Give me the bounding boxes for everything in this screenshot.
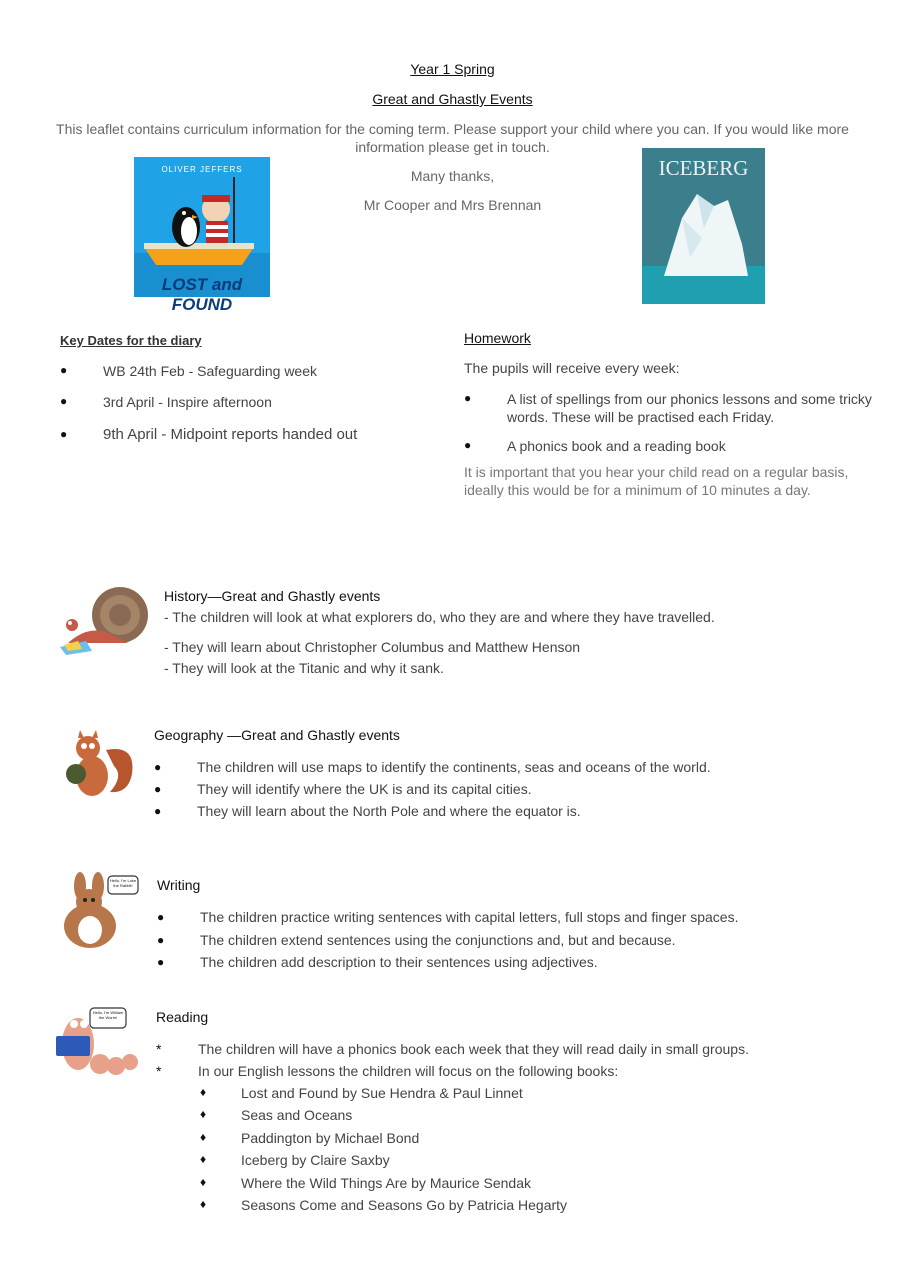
diamond-icon: ♦ xyxy=(200,1107,207,1122)
geography-heading: Geography —Great and Ghastly events xyxy=(154,727,400,743)
reading-books-list xyxy=(200,1085,800,1219)
squirrel-mascot-image xyxy=(58,730,138,802)
reading-book-text: Where the Wild Things Are by Maurice Sendak xyxy=(241,1174,531,1191)
diamond-icon: ♦ xyxy=(200,1129,207,1144)
reading-book-item xyxy=(200,1130,800,1152)
homework-item-1-line-2: words. These will be practised each Friday. xyxy=(507,409,775,425)
diamond-icon: ♦ xyxy=(200,1196,207,1211)
homework-item-1-line-1: A list of spellings from our phonics lessons and some tricky xyxy=(507,391,872,407)
page-title: Year 1 Spring xyxy=(410,61,495,77)
writing-heading: Writing xyxy=(157,877,201,893)
geography-item xyxy=(154,803,874,825)
history-line: - They will look at the Titanic and why it sank. xyxy=(164,660,444,676)
lost-and-found-title: LOST and FOUND xyxy=(161,275,243,314)
history-line: - The children will look at what explorers do, who they are and where they have travelled. xyxy=(164,609,715,625)
page-subtitle: Great and Ghastly Events xyxy=(372,91,533,107)
bullet-icon: ● xyxy=(154,760,162,774)
bullet-icon: ● xyxy=(60,363,68,377)
history-line: - They will learn about Christopher Columbus and Matthew Henson xyxy=(164,639,581,655)
key-date-item xyxy=(60,363,440,394)
diamond-icon: ♦ xyxy=(200,1152,207,1167)
reading-list xyxy=(156,1041,876,1085)
homework-note-line-1: It is important that you hear your child read on a regular basis, xyxy=(464,464,849,480)
key-date-item xyxy=(60,426,440,456)
writing-item-text: The children add description to their sentences using adjectives. xyxy=(200,954,598,970)
key-dates-list xyxy=(60,363,440,456)
lost-and-found-cover xyxy=(134,157,270,314)
reading-book-text: Lost and Found by Sue Hendra & Paul Linnet xyxy=(241,1085,523,1101)
bullet-icon: ● xyxy=(154,804,162,818)
writing-item xyxy=(157,909,877,932)
snail-mascot-image xyxy=(58,585,154,657)
bullet-icon: ● xyxy=(60,394,68,408)
intro-line-1: This leaflet contains curriculum information for the coming term. Please support your child where you can. If you would like more xyxy=(56,121,849,137)
writing-item-text: The children practice writing sentences with capital letters, full stops and finger spaces. xyxy=(200,909,739,925)
thanks-text: Many thanks, xyxy=(410,168,495,184)
reading-book-text: Iceberg by Claire Saxby xyxy=(241,1152,390,1169)
history-heading: History—Great and Ghastly events xyxy=(164,588,381,604)
rabbit-mascot-image xyxy=(58,872,142,956)
writing-item xyxy=(157,932,877,954)
reading-item xyxy=(156,1063,876,1085)
geography-item-text: They will identify where the UK is and its capital cities. xyxy=(197,781,532,797)
bullet-icon: ● xyxy=(60,427,68,441)
geography-list xyxy=(154,759,874,825)
bullet-icon: ● xyxy=(154,782,162,796)
geography-item xyxy=(154,759,874,781)
asterisk-icon: * xyxy=(156,1041,162,1057)
writing-item-text: The children extend sentences using the conjunctions and, but and because. xyxy=(200,932,676,948)
reading-heading: Reading xyxy=(156,1009,209,1025)
homework-item-2: A phonics book and a reading book xyxy=(507,438,726,454)
reading-book-item xyxy=(200,1152,800,1174)
bullet-icon: ● xyxy=(157,910,165,924)
reading-book-item xyxy=(200,1197,800,1219)
bullet-icon: ● xyxy=(464,391,472,405)
reading-book-text: Seasons Come and Seasons Go by Patricia Hegarty xyxy=(241,1196,568,1213)
diamond-icon: ♦ xyxy=(200,1085,207,1099)
writing-item xyxy=(157,954,877,976)
iceberg-title: ICEBERG xyxy=(658,156,749,180)
teachers-text: Mr Cooper and Mrs Brennan xyxy=(363,197,542,213)
key-date-text: WB 24th Feb - Safeguarding week xyxy=(103,363,318,379)
reading-book-item xyxy=(200,1175,800,1197)
reading-item xyxy=(156,1041,876,1063)
homework-intro: The pupils will receive every week: xyxy=(464,360,680,376)
key-date-item xyxy=(60,394,440,426)
key-date-text: 3rd April - Inspire afternoon xyxy=(103,394,272,410)
bullet-icon: ● xyxy=(157,933,165,947)
writing-list xyxy=(157,909,877,976)
key-dates-heading: Key Dates for the diary xyxy=(60,333,202,348)
geography-item xyxy=(154,781,874,803)
intro-line-2: information please get in touch. xyxy=(355,139,550,155)
reading-item-text: In our English lessons the children will focus on the following books: xyxy=(198,1063,619,1079)
geography-item-text: The children will use maps to identify the continents, seas and oceans of the world. xyxy=(197,759,711,775)
homework-note-line-2: ideally this would be for a minimum of 10 minutes a day. xyxy=(464,482,811,498)
reading-book-item xyxy=(200,1085,800,1107)
diamond-icon: ♦ xyxy=(200,1174,207,1189)
geography-item-text: They will learn about the North Pole and where the equator is. xyxy=(197,803,581,819)
lost-and-found-author: OLIVER JEFFERS xyxy=(161,165,243,174)
homework-heading: Homework xyxy=(464,330,531,346)
reading-book-text: Paddington by Michael Bond xyxy=(241,1129,420,1146)
iceberg-cover xyxy=(642,148,765,304)
reading-book-item xyxy=(200,1107,800,1129)
bullet-icon: ● xyxy=(464,438,472,452)
reading-item-text: The children will have a phonics book each week that they will read daily in small groups. xyxy=(198,1041,749,1057)
key-date-text: 9th April - Midpoint reports handed out xyxy=(103,426,358,443)
bullet-icon: ● xyxy=(157,955,165,969)
worm-speech-bubble: Hello, I'm William the Worm! xyxy=(92,1010,124,1020)
worm-mascot-image xyxy=(54,1006,150,1078)
rabbit-speech-bubble: Hello, I'm Luke the Rabbit! xyxy=(109,878,137,888)
reading-book-text: Seas and Oceans xyxy=(241,1107,353,1124)
asterisk-icon: * xyxy=(156,1063,162,1079)
